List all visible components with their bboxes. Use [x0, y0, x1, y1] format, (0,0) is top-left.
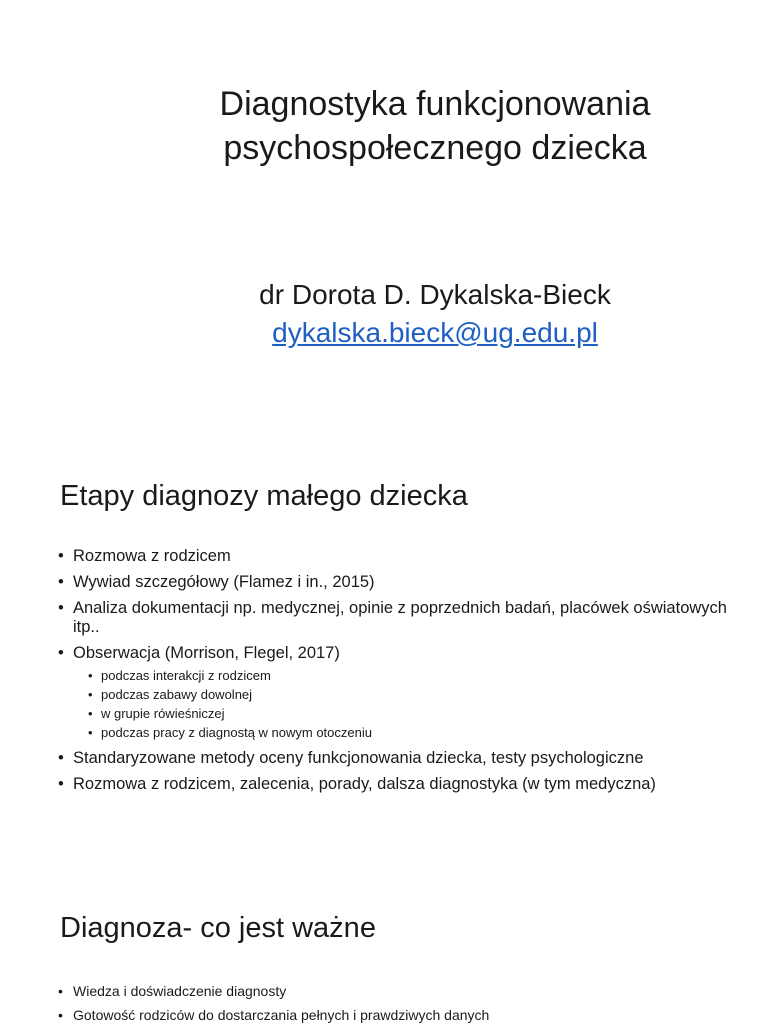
slide-title	[0, 0, 768, 440]
email-link[interactable]: dykalska.bieck@ug.edu.pl	[272, 317, 598, 348]
bullet-icon: •	[58, 573, 64, 591]
sub-bullet-list	[73, 666, 728, 742]
bullet-icon: •	[58, 644, 64, 662]
sub-list-item: • podczas interakcji z rodzicem	[88, 668, 271, 683]
list-item: • Standaryzowane metody oceny funkcjonowania dziecka, testy psychologiczne	[58, 749, 644, 767]
slide-heading: Diagnoza- co jest ważne	[60, 912, 376, 944]
bullet-icon: •	[58, 983, 63, 999]
bullet-list	[58, 547, 728, 801]
title-line-2: psychospołecznego dziecka	[223, 129, 647, 167]
list-item: • Rozmowa z rodzicem, zalecenia, porady, dalsza diagnostyka (w tym medyczna)	[58, 775, 656, 793]
slide-heading: Etapy diagnozy małego dziecka	[60, 480, 468, 512]
author-name: dr Dorota D. Dykalska-Bieck	[259, 279, 611, 310]
sub-list-item: • w grupie rówieśniczej	[88, 706, 225, 721]
bullet-icon: •	[88, 725, 93, 740]
slide-stages	[0, 440, 768, 860]
bullet-icon: •	[58, 599, 64, 617]
bullet-icon: •	[58, 775, 64, 793]
bullet-icon: •	[88, 687, 93, 702]
bullet-icon: •	[58, 547, 64, 565]
bullet-icon: •	[58, 749, 64, 767]
presentation-title	[0, 82, 768, 170]
list-item: • Gotowość rodziców do dostarczania pełnych i prawdziwych danych	[58, 1007, 490, 1023]
sub-list-item: • podczas zabawy dowolnej	[88, 687, 253, 702]
list-item: • Wywiad szczegółowy (Flamez i in., 2015)	[58, 573, 375, 591]
list-item: • Wiedza i doświadczenie diagnosty	[58, 983, 287, 999]
list-item: • Rozmowa z rodzicem	[58, 547, 231, 565]
title-line-1: Diagnostyka funkcjonowania	[219, 85, 651, 123]
sub-list-item: • podczas pracy z diagnostą w nowym otoczeniu	[88, 725, 372, 740]
bullet-icon: •	[88, 706, 93, 721]
bullet-icon: •	[58, 1007, 63, 1023]
bullet-list	[58, 982, 728, 1024]
list-item: • Analiza dokumentacji np. medycznej, opinie z poprzednich badań, placówek oświatowych itp..	[58, 599, 727, 636]
author-block	[0, 276, 768, 352]
bullet-icon: •	[88, 668, 93, 683]
list-item: • Obserwacja (Morrison, Flegel, 2017) • podczas interakcji z rodzicem • podczas zabawy dowolnej • w grupie rówieśniczej • podczas pracy z diagnostą w nowym otoczeniu	[58, 644, 728, 742]
slide-diagnosis	[0, 860, 768, 1024]
